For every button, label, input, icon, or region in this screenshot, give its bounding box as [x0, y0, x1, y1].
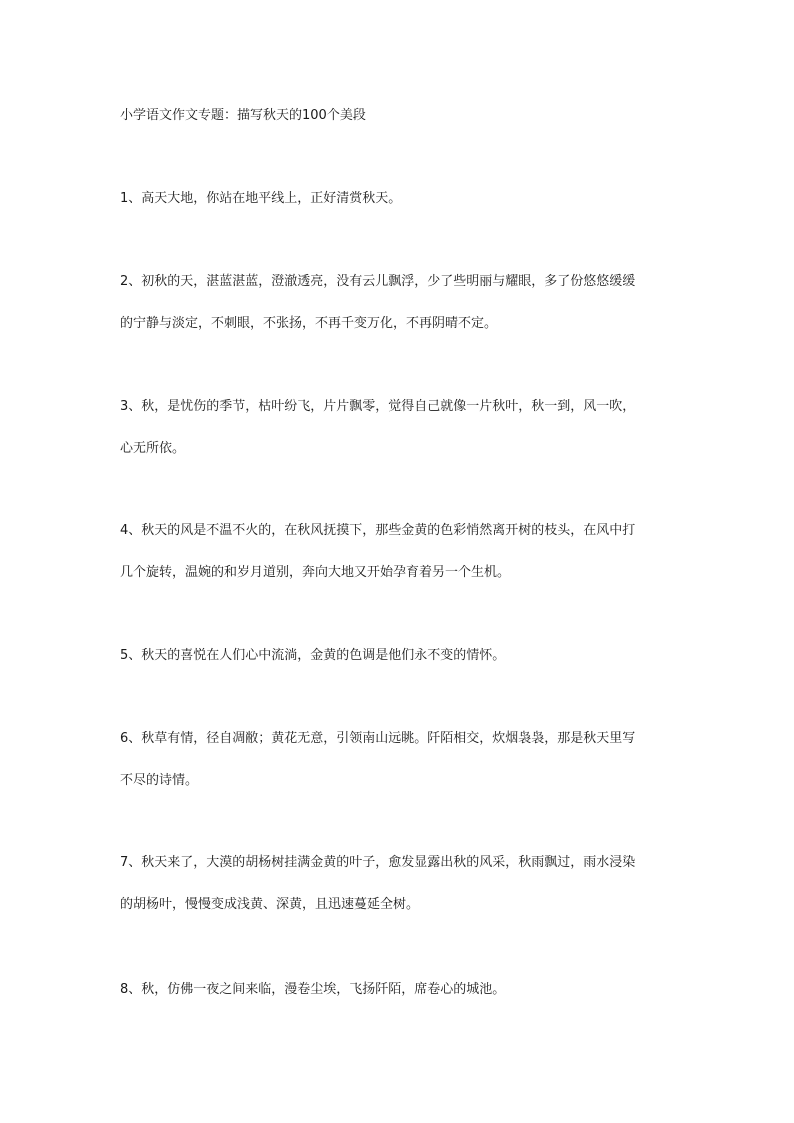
paragraph-6 [120, 729, 680, 791]
paragraph-line: 2、初秋的天，湛蓝湛蓝，澄澈透亮，没有云儿飘浮，少了些明丽与耀眼，多了份悠悠缓缓 [120, 274, 636, 289]
document-title: 小学语文作文专题：描写秋天的100个美段 [120, 108, 366, 123]
paragraph-line: 6、秋草有情，径自凋敝；黄花无意，引领南山远眺。阡陌相交，炊烟袅袅，那是秋天里写 [120, 731, 636, 746]
paragraph-line: 7、秋天来了，大漠的胡杨树挂满金黄的叶子，愈发显露出秋的风采，秋雨飘过，雨水浸染 [120, 855, 636, 870]
paragraph-2 [120, 272, 680, 334]
paragraph-8 [120, 980, 680, 1000]
paragraph-5 [120, 646, 680, 666]
paragraph-line: 5、秋天的喜悦在人们心中流淌，金黄的色调是他们永不变的情怀。 [120, 648, 506, 663]
paragraph-7 [120, 853, 680, 915]
paragraph-1 [120, 189, 680, 209]
paragraph-4 [120, 521, 680, 583]
paragraph-line: 1、高天大地，你站在地平线上，正好清赏秋天。 [120, 191, 402, 206]
paragraph-line: 3、秋，是忧伤的季节，枯叶纷飞，片片飘零，觉得自己就像一片秋叶，秋一到，风一吹， [120, 399, 636, 414]
paragraph-line: 不尽的诗情。 [120, 773, 199, 788]
paragraph-line: 4、秋天的风是不温不火的，在秋风抚摸下，那些金黄的色彩悄然离开树的枝头，在风中打 [120, 523, 636, 538]
paragraph-line: 的宁静与淡定，不刺眼，不张扬，不再千变万化，不再阴晴不定。 [120, 316, 498, 331]
paragraph-line: 8、秋，仿佛一夜之间来临，漫卷尘埃，飞扬阡陌，席卷心的城池。 [120, 982, 506, 997]
paragraph-line: 的胡杨叶，慢慢变成浅黄、深黄，且迅速蔓延全树。 [120, 897, 420, 912]
paragraph-line: 几个旋转，温婉的和岁月道别，奔向大地又开始孕育着另一个生机。 [120, 565, 511, 580]
paragraph-line: 心无所依。 [120, 441, 186, 456]
paragraph-3 [120, 397, 680, 459]
